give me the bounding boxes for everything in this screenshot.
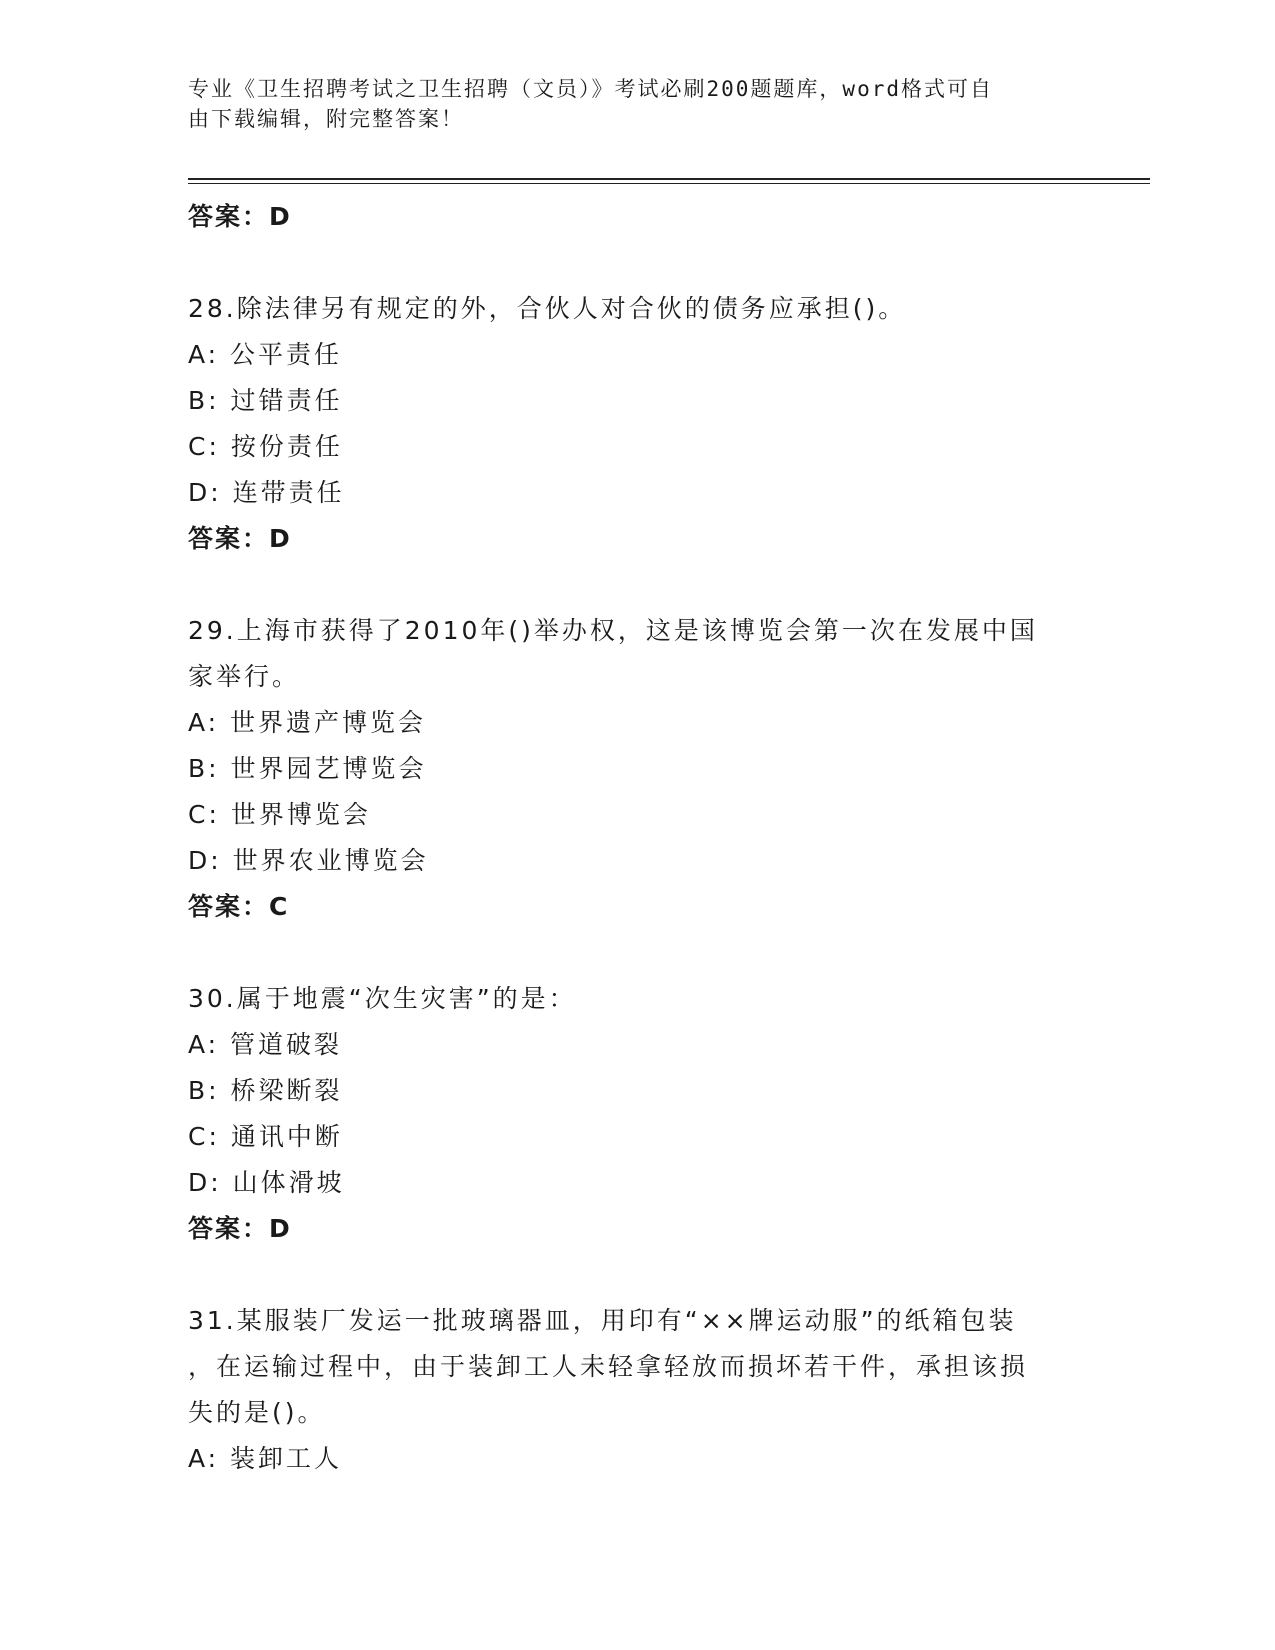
- question-text: 31.某服装厂发运一批玻璃器皿，用印有“××牌运动服”的纸箱包装: [188, 1306, 1017, 1335]
- option-a: A: 管道破裂: [188, 1030, 343, 1059]
- option-b: B: 世界园艺博览会: [188, 754, 427, 783]
- option-d: D: 山体滑坡: [188, 1168, 345, 1197]
- option-c: C: 通讯中断: [188, 1122, 343, 1151]
- question-text: ，在运输过程中，由于装卸工人未轻拿轻放而损坏若干件，承担该损: [188, 1352, 1029, 1381]
- question-29: [188, 608, 1088, 930]
- option-c: C: 世界博览会: [188, 800, 371, 829]
- question-28: [188, 286, 1088, 562]
- option-c: C: 按份责任: [188, 432, 343, 461]
- header-line-2: 由下载编辑，附完整答案！: [188, 107, 464, 131]
- question-list: [188, 194, 1088, 1482]
- header-rule-thick: [188, 178, 1150, 180]
- page-header: [188, 74, 1068, 134]
- option-a: A: 世界遗产博览会: [188, 708, 427, 737]
- question-30: [188, 976, 1088, 1252]
- option-a: A: 装卸工人: [188, 1444, 343, 1473]
- question-text: 29.上海市获得了2010年()举办权，这是该博览会第一次在发展中国: [188, 616, 1038, 645]
- question-text: 28.除法律另有规定的外，合伙人对合伙的债务应承担()。: [188, 294, 907, 323]
- option-b: B: 过错责任: [188, 386, 343, 415]
- header-line-1: 专业《卫生招聘考试之卫生招聘（文员）》考试必刷200题题库，word格式可自: [188, 77, 993, 101]
- question-text: 失的是()。: [188, 1398, 326, 1427]
- answer-27: 答案：D: [188, 202, 292, 231]
- question-31: [188, 1298, 1088, 1482]
- header-rule-thin: [188, 183, 1150, 184]
- option-b: B: 桥梁断裂: [188, 1076, 343, 1105]
- question-text: 30.属于地震“次生灾害”的是：: [188, 984, 577, 1013]
- answer-29: 答案：C: [188, 892, 290, 921]
- option-a: A: 公平责任: [188, 340, 343, 369]
- option-d: D: 世界农业博览会: [188, 846, 429, 875]
- answer-30: 答案：D: [188, 1214, 292, 1243]
- answer-28: 答案：D: [188, 524, 292, 553]
- question-text: 家举行。: [188, 662, 301, 691]
- option-d: D: 连带责任: [188, 478, 345, 507]
